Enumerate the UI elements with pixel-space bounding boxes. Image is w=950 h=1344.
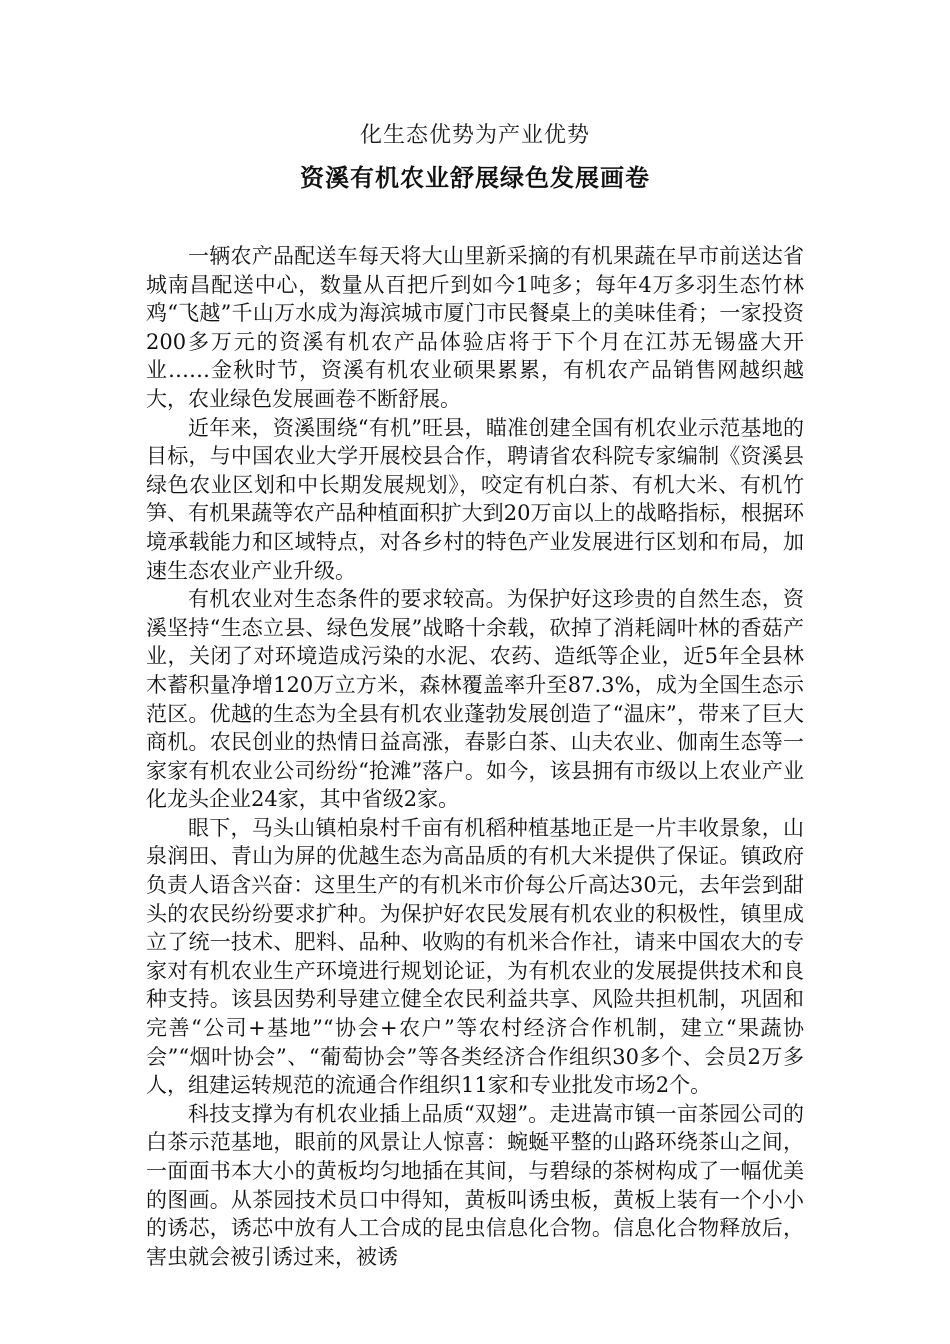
paragraph-4: 眼下，马头山镇柏泉村千亩有机稻种植基地正是一片丰收景象，山泉润田、青山为屏的优越生态为高品质的有机大米提供了保证。镇政府负责人语含兴奋：这里生产的有机米市价每公斤高达30元，去年尝到甜头的农民纷纷要求扩种。为保护好农民发展有机农业的积极性，镇里成立了统一技术、肥料、品种、收购的有机米合作社，请来中国农大的专家对有机农业生产环境进行规划论证，为有机农业的发展提供技术和良种支持。该县因势利导建立健全农民利益共享、风险共担机制，巩固和完善“公司+基地”“协会+农户”等农村经济合作机制，建立“果蔬协会”“烟叶协会”、“葡萄协会”等各类经济合作组织30多个、会员2万多人，组建运转规范的流通合作组织11家和专业批发市场2个。 [146,815,804,1098]
article-title: 资溪有机农业舒展绿色发展画卷 [300,164,650,192]
paragraph-2: 近年来，资溪围绕“有机”旺县，瞄准创建全国有机农业示范基地的目标，与中国农业大学开展校县合作，聘请省农科院专家编制《资溪县绿色农业区划和中长期发展规划》，咬定有机白茶、有机大米、有机竹笋、有机果蔬等农产品种植面积扩大到20万亩以上的战略指标，根据环境承载能力和区域特点，对各乡村的特色产业发展进行区划和布局，加速生态农业产业升级。 [146,415,804,583]
article-subtitle: 化生态优势为产业优势 [359,123,590,148]
paragraph-5: 科技支撑为有机农业插上品质“双翅”。走进嵩市镇一亩茶园公司的白茶示范基地，眼前的风景让人惊喜：蜿蜒平整的山路环绕茶山之间，一面面书本大小的黄板均匀地插在其间，与碧绿的茶树构成了一幅优美的图画。从茶园技术员口中得知，黄板叫诱虫板，黄板上装有一个小小的诱芯，诱芯中放有人工合成的昆虫信息化合物。信息化合物释放后，害虫就会被引诱过来，被诱 [146,1101,804,1269]
paragraph-3: 有机农业对生态条件的要求较高。为保护好这珍贵的自然生态，资溪坚持“生态立县、绿色发展”战略十余载，砍掉了消耗阔叶林的香菇产业，关闭了对环境造成污染的水泥、农药、造纸等企业，近5年全县林木蓄积量净增120万立方米，森林覆盖率升至87.3%，成为全国生态示范区。优越的生态为全县有机农业蓬勃发展创造了“温床”，带来了巨大商机。农民创业的热情日益高涨，春影白茶、山夫农业、伽南生态等一家家有机农业公司纷纷“抢滩”落户。如今，该县拥有市级以上农业产业化龙头企业24家，其中省级2家。 [146,587,804,812]
article-body [146,242,804,1271]
paragraph-1: 一辆农产品配送车每天将大山里新采摘的有机果蔬在早市前送达省城南昌配送中心，数量从百把斤到如今1吨多；每年4万多羽生态竹林鸡“飞越”千山万水成为海滨城市厦门市民餐桌上的美味佳肴；一家投资200多万元的资溪有机农产品体验店将于下个月在江苏无锡盛大开业……金秋时节，资溪有机农业硕果累累，有机农产品销售网越织越大，农业绿色发展画卷不断舒展。 [146,244,804,411]
